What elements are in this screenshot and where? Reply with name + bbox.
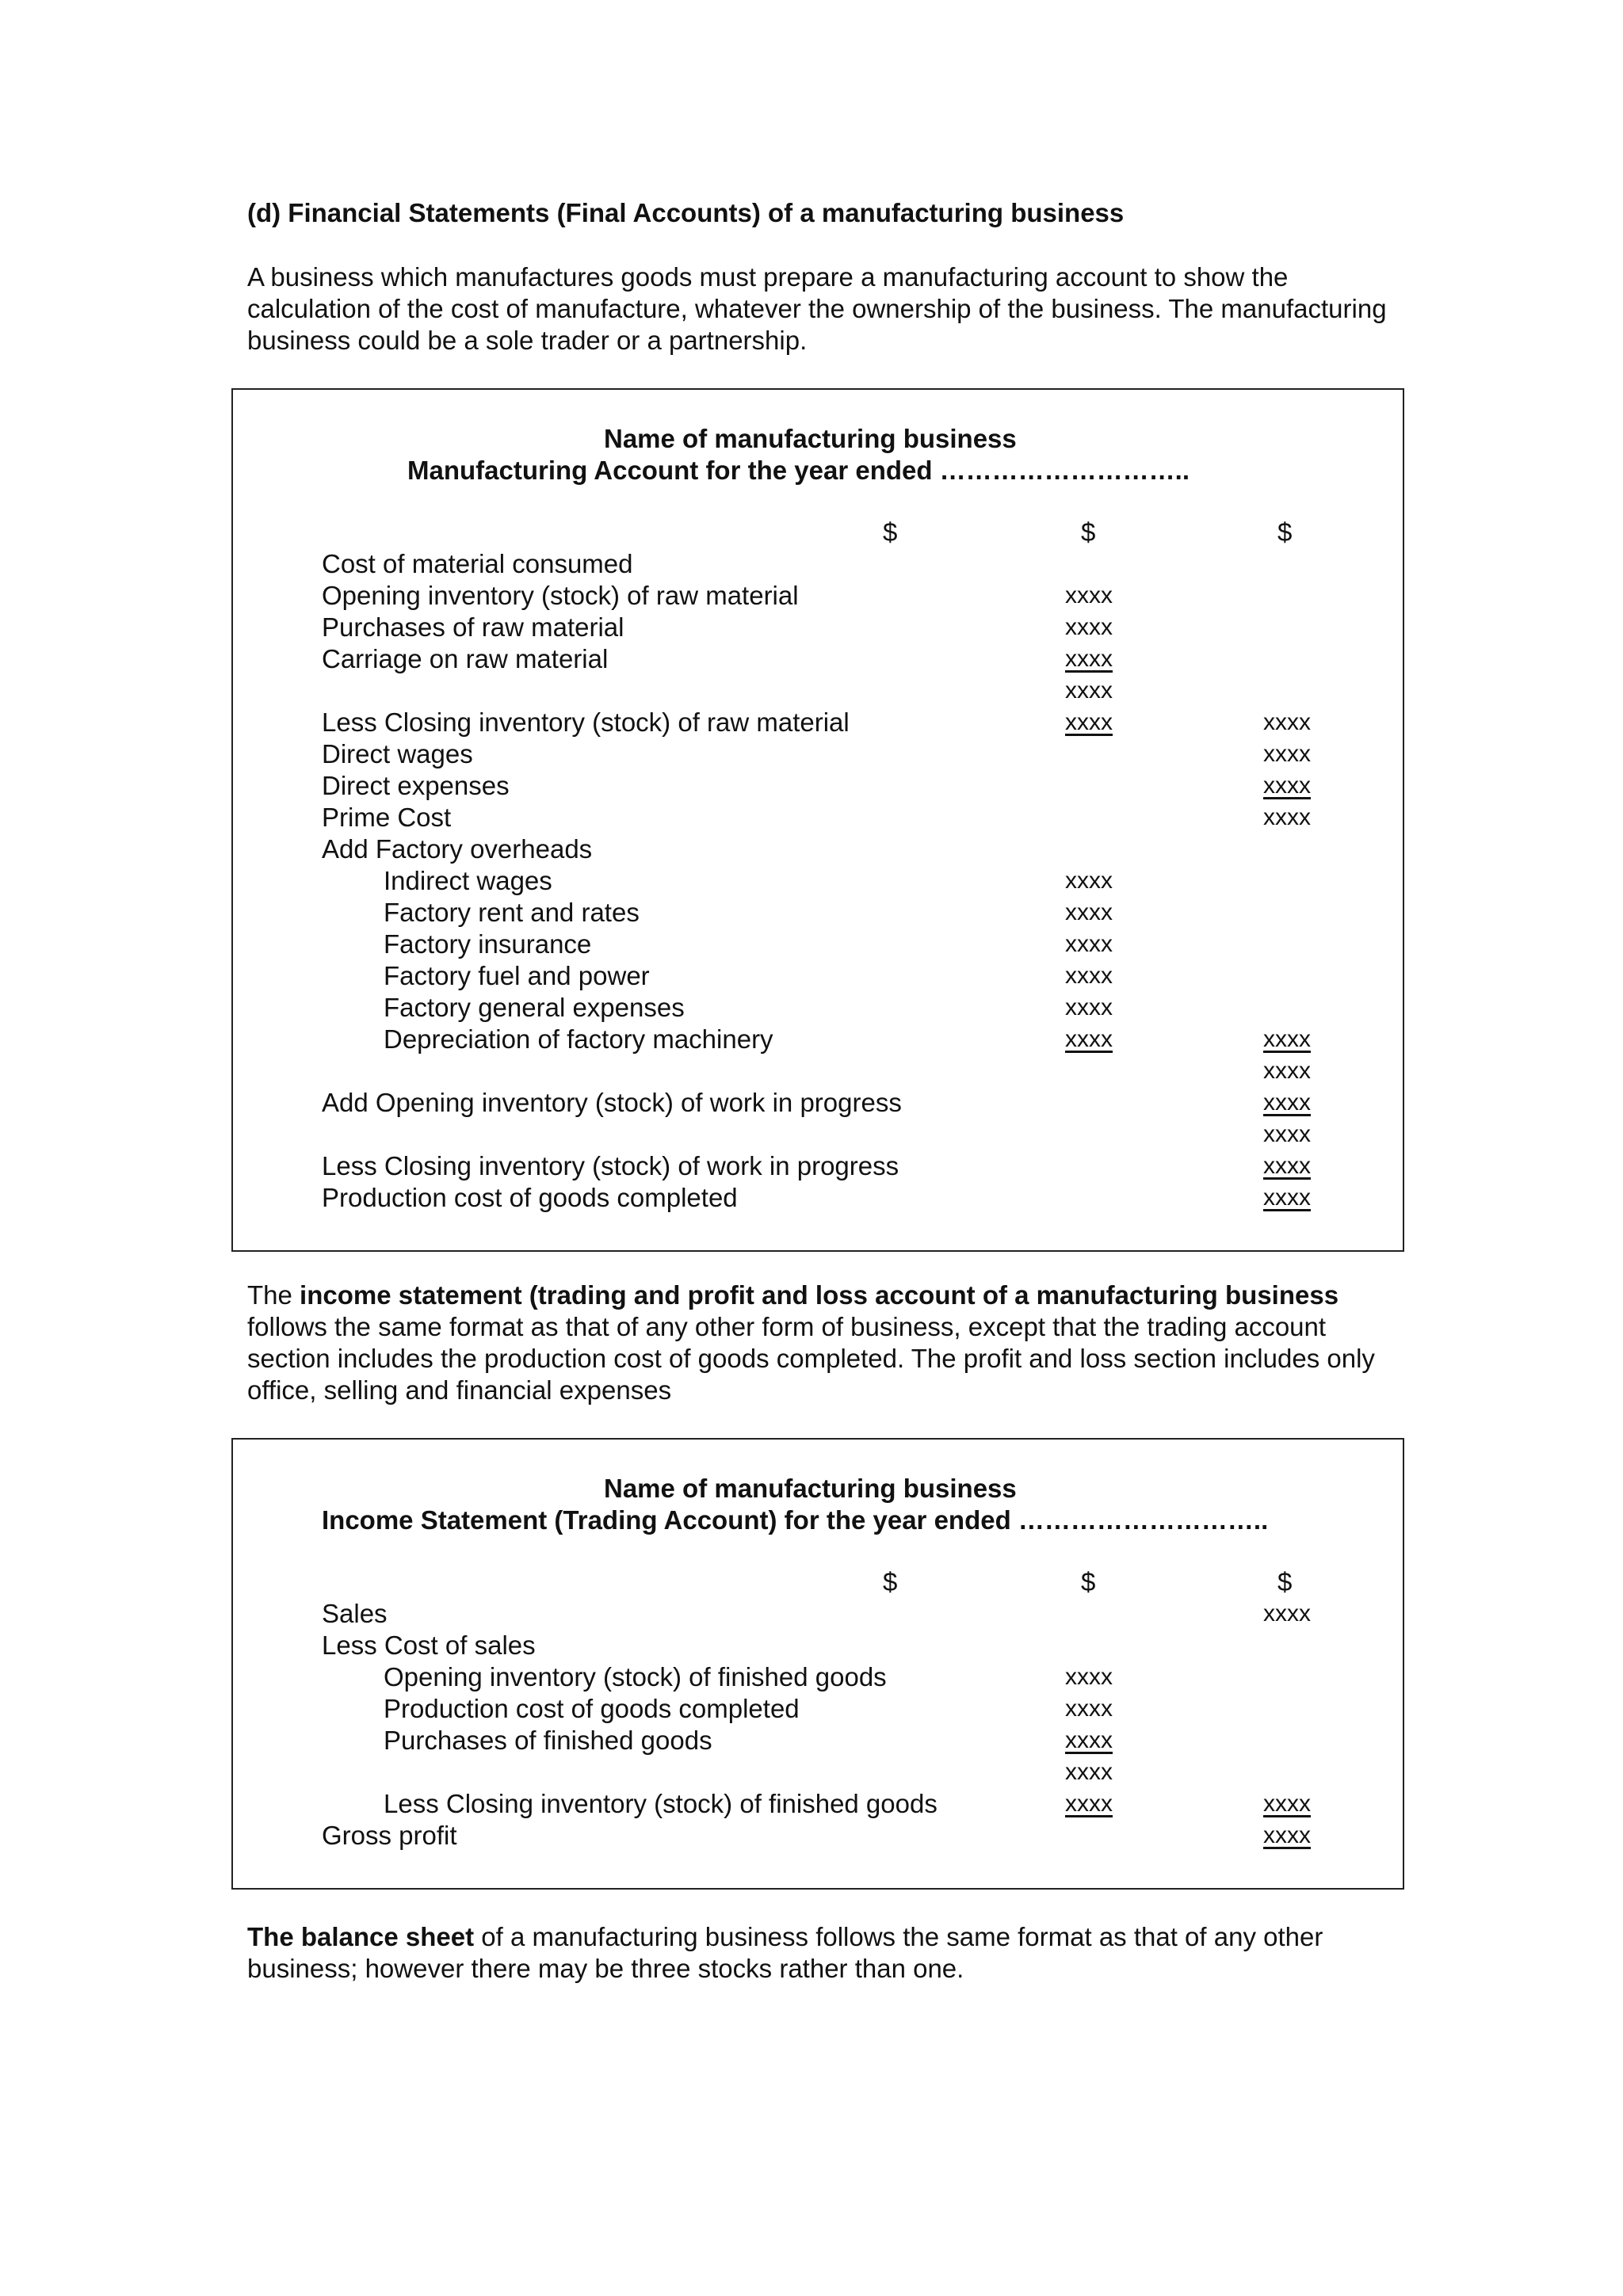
income-row-label: Production cost of goods completed <box>384 1694 800 1723</box>
account-row-col2: xxxx <box>1065 931 1113 957</box>
account-row-col3: xxxx <box>1263 1184 1311 1211</box>
currency-header-col2: $ <box>1081 1567 1096 1596</box>
account-row-label: Indirect wages <box>384 866 552 895</box>
account-row-col2: xxxx <box>1065 709 1113 735</box>
income-statement-box <box>231 1438 1404 1890</box>
account-row-col3: xxxx <box>1263 1153 1311 1179</box>
account-row-label: Opening inventory (stock) of raw material <box>322 581 799 610</box>
income-statement-paragraph <box>247 1280 1388 1406</box>
intro-paragraph: A business which manufactures goods must prepare a manufacturing account to show the calculation of the cost of manufacture, whatever the ownership of the business. The manufacturing business could be a sole trader or a partnership. <box>247 262 1387 355</box>
income-row-col2: xxxx <box>1065 1759 1113 1785</box>
manufacturing-account-business-name: Name of manufacturing business <box>604 424 1017 453</box>
account-row-label: Factory general expenses <box>384 993 685 1022</box>
account-row-label: Cost of material consumed <box>322 549 633 578</box>
account-row-label: Add Factory overheads <box>322 834 593 864</box>
account-row-col2: xxxx <box>1065 994 1113 1020</box>
income-row-col2: xxxx <box>1065 1695 1113 1722</box>
account-row-col3: xxxx <box>1263 772 1311 799</box>
account-row-label: Factory fuel and power <box>384 961 650 990</box>
income-row-col3: xxxx <box>1263 1791 1311 1817</box>
income-row-label: Less Cost of sales <box>322 1630 536 1660</box>
account-row-col2: xxxx <box>1065 963 1113 989</box>
account-row-col3: xxxx <box>1263 1058 1311 1084</box>
account-row-label: Less Closing inventory (stock) of raw material <box>322 707 850 737</box>
account-row-label: Purchases of raw material <box>322 612 624 642</box>
account-row-label: Carriage on raw material <box>322 644 609 673</box>
account-row-label: Less Closing inventory (stock) of work in progress <box>322 1151 899 1180</box>
income-para-part1: The <box>247 1280 300 1310</box>
account-row-col2: xxxx <box>1065 868 1113 894</box>
income-para-bold: income statement (trading and profit and loss account of a manufacturing business <box>300 1280 1339 1310</box>
currency-header-col2: $ <box>1081 517 1096 547</box>
income-statement-business-name: Name of manufacturing business <box>604 1474 1017 1503</box>
income-row-label: Opening inventory (stock) of finished goods <box>384 1662 887 1691</box>
currency-header-col1: $ <box>883 517 898 547</box>
manufacturing-account-box <box>231 388 1404 1252</box>
income-row-label: Less Closing inventory (stock) of finished goods <box>384 1789 938 1818</box>
income-row-col2: xxxx <box>1065 1791 1113 1817</box>
currency-header-col3: $ <box>1277 517 1293 547</box>
account-row-col2: xxxx <box>1065 1026 1113 1052</box>
income-row-col3: xxxx <box>1263 1600 1311 1627</box>
account-row-col2: xxxx <box>1065 646 1113 672</box>
account-row-label: Depreciation of factory machinery <box>384 1024 773 1054</box>
balance-para-bold: The balance sheet <box>247 1922 475 1951</box>
account-row-col3: xxxx <box>1263 1026 1311 1052</box>
account-row-label: Add Opening inventory (stock) of work in progress <box>322 1088 902 1117</box>
currency-header-col1: $ <box>883 1567 898 1596</box>
account-row-col3: xxxx <box>1263 1089 1311 1116</box>
income-row-col2: xxxx <box>1065 1664 1113 1690</box>
account-row-label: Direct wages <box>322 739 473 769</box>
balance-para-rest: of a manufacturing business follows the same format as that of any other business; however there may be three stocks rather than one. <box>247 1922 1323 1983</box>
account-row-label: Factory rent and rates <box>384 898 640 927</box>
income-row-label: Gross profit <box>322 1821 457 1850</box>
account-row-col3: xxxx <box>1263 1121 1311 1147</box>
account-row-label: Production cost of goods completed <box>322 1183 738 1212</box>
account-row-col2: xxxx <box>1065 677 1113 704</box>
account-row-col2: xxxx <box>1065 899 1113 925</box>
account-row-label: Direct expenses <box>322 771 510 800</box>
account-row-col2: xxxx <box>1065 614 1113 640</box>
account-row-col3: xxxx <box>1263 709 1311 735</box>
account-row-label: Prime Cost <box>322 803 452 832</box>
income-para-part2: follows the same format as that of any other form of business, except that the trading account section includes the production cost of goods completed. The profit and loss section includes only office, selling and financial expenses <box>247 1312 1375 1405</box>
income-row-label: Sales <box>322 1599 388 1628</box>
income-statement-title: Income Statement (Trading Account) for the year ended ……………………….. <box>322 1505 1269 1535</box>
manufacturing-account-title: Manufacturing Account for the year ended ……………………….. <box>407 456 1190 485</box>
income-row-col3: xxxx <box>1263 1822 1311 1848</box>
account-row-col2: xxxx <box>1065 582 1113 608</box>
section-heading: (d) Financial Statements (Final Accounts) of a manufacturing business <box>247 198 1125 227</box>
account-row-col3: xxxx <box>1263 741 1311 767</box>
income-row-col2: xxxx <box>1065 1727 1113 1753</box>
account-row-label: Factory insurance <box>384 929 592 959</box>
income-row-label: Purchases of finished goods <box>384 1726 712 1755</box>
currency-header-col3: $ <box>1277 1567 1293 1596</box>
balance-sheet-paragraph <box>247 1921 1388 1985</box>
account-row-col3: xxxx <box>1263 804 1311 830</box>
